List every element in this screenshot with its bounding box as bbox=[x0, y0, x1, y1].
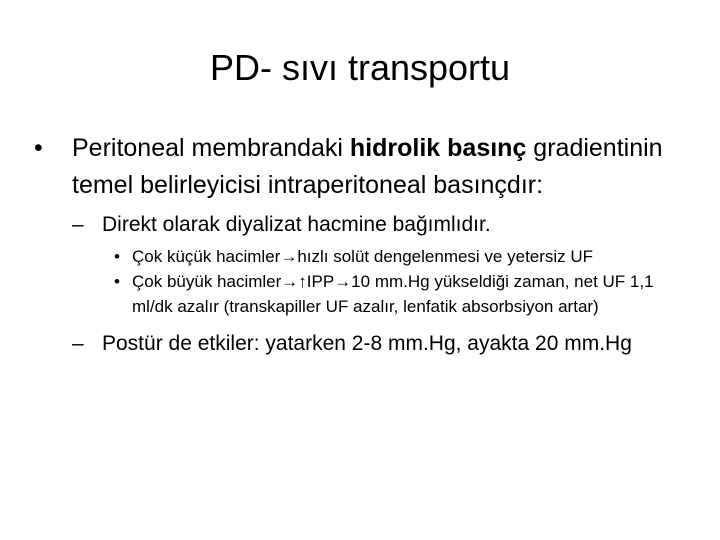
bullet-text-bold: hidrolik basınç bbox=[349, 134, 527, 162]
sub-bullet-text: Postür de etkiler: yatarken 2-8 mm.Hg, ayakta 20 mm.Hg bbox=[102, 332, 632, 355]
dash-marker: – bbox=[72, 332, 84, 355]
bullet-text-start: Peritoneal membrandaki bbox=[72, 134, 350, 162]
sub-sub-bullet-item bbox=[0, 269, 672, 319]
sub-bullet-item bbox=[0, 329, 682, 359]
slide-title: PD- sıvı transportu bbox=[209, 47, 511, 88]
sub-sub-bullet-text: Çok büyük hacimler→↑IPP→10 mm.Hg yükseldiği zaman, net UF 1,1 ml/dk azalır (transkapiller UF azalır, lenfatik absorbsiyon artar) bbox=[132, 272, 654, 316]
bullet-marker: • bbox=[114, 272, 120, 291]
sub-sub-bullet-item bbox=[0, 244, 672, 269]
dash-marker: – bbox=[72, 213, 84, 236]
sub-bullet-text: Direkt olarak diyalizat hacmine bağımlıdır. bbox=[102, 213, 491, 236]
sub-sub-bullet-text: Çok küçük hacimler→hızlı solüt dengelenmesi ve yetersiz UF bbox=[132, 247, 594, 266]
bullet-item bbox=[0, 130, 672, 204]
bullet-marker: • bbox=[114, 247, 120, 266]
sub-bullet-item bbox=[0, 210, 682, 240]
bullet-marker: • bbox=[34, 134, 43, 162]
slide-content bbox=[0, 130, 720, 359]
bullet-text-end: gradientinin temel belirleyicisi intraperitoneal basınçdır: bbox=[72, 134, 663, 199]
